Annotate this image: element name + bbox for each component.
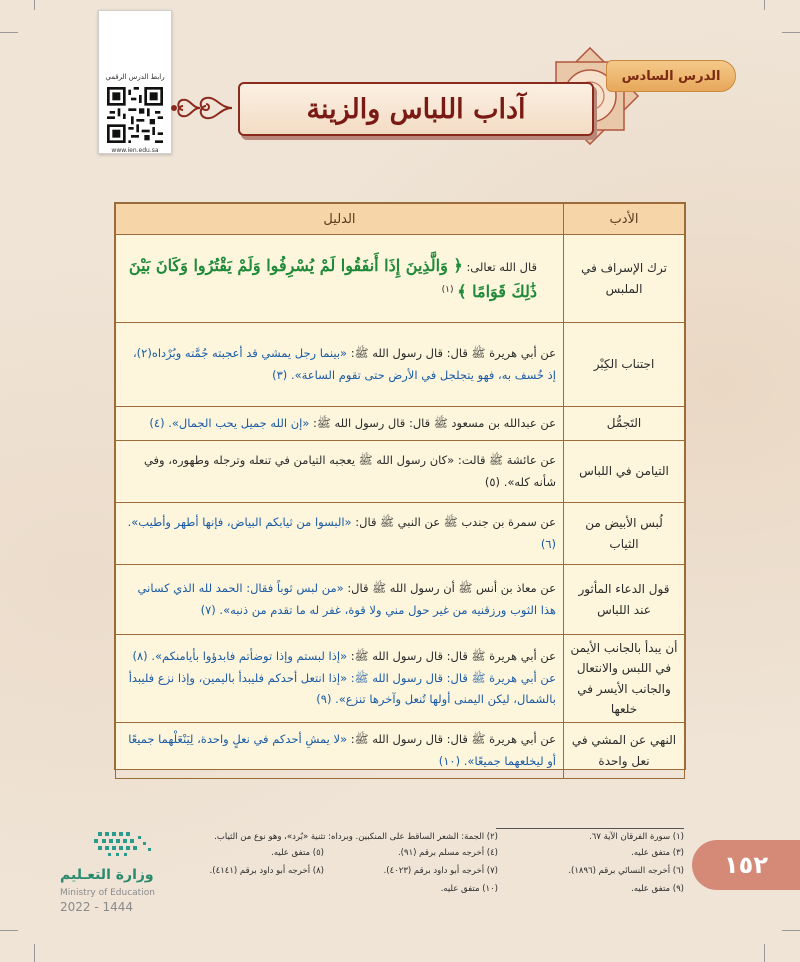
crop-mark (0, 930, 18, 931)
page-title: آداب اللباس والزينة (306, 93, 526, 125)
evidence-intro: عن أبي هريرة ﷺ قال: قال رسول الله ﷺ: (350, 345, 556, 360)
footnote: (٤) أخرجه مسلم برقم (٩١). (397, 848, 498, 858)
adab-cell: ترك الإسراف في الملبس (564, 235, 685, 323)
column-header-adab: الأدب (564, 204, 685, 235)
evidence-intro: عن عائشة ﷺ قالت: (457, 452, 556, 467)
footnote: (٩) متفق عليه. (631, 884, 684, 894)
evidence-intro: عن معاذ بن أنس ﷺ أن رسول الله ﷺ قال: (347, 580, 556, 595)
evidence-cell (116, 503, 564, 565)
table-row (116, 503, 685, 565)
hadith-text: «إن الله جميل يحب الجمال». (٤) (149, 415, 310, 430)
qr-card[interactable] (98, 10, 172, 154)
crop-mark (0, 32, 18, 33)
crop-mark (782, 32, 800, 33)
page-number: ١٥٢ (692, 840, 800, 890)
qr-label: رابط الدرس الرقمي (105, 73, 165, 81)
ministry-name-en: Ministry of Education (60, 888, 155, 898)
adab-cell: لُبس الأبيض من الثياب (564, 503, 685, 565)
adab-cell: قول الدعاء المأثور عند اللباس (564, 565, 685, 635)
evidence-cell (116, 441, 564, 503)
qr-code-icon (107, 87, 163, 143)
evidence-cell (116, 635, 564, 723)
crop-mark (34, 0, 35, 10)
footnote: (٦) أخرجه النسائي برقم (١٨٩٦). (568, 866, 684, 876)
evidence-cell (116, 723, 564, 779)
footnote: (٥) متفق عليه. (271, 848, 324, 858)
crop-mark (782, 930, 800, 931)
evidence-intro: عن سمرة بن جندب ﷺ عن النبي ﷺ قال: (355, 514, 556, 529)
evidence-intro: قال الله تعالى: (466, 259, 537, 274)
adab-cell: التَجمُّل (564, 407, 685, 441)
evidence-cell (116, 407, 564, 441)
hadith-text: «من لبس ثوباً فقال: الحمد لله الذي كساني هذا الثوب ورزقنيه من غير حول مني ولا قوة، غفر له ما تقدم من ذنبه». (٧) (137, 580, 556, 617)
adab-cell: التيامن في اللباس (564, 441, 685, 503)
evidence-cell (116, 323, 564, 407)
hadith-text: «البسوا من ثيابكم البياض، فإنها أطهر وأطيب». (٦) (127, 514, 556, 551)
qr-url[interactable]: www.ien.edu.sa (111, 147, 159, 154)
footnote: (٣) متفق عليه. (631, 848, 684, 858)
crop-mark (764, 0, 765, 10)
swirl-ornament-icon (170, 88, 236, 128)
footnote-ref: (١) (441, 284, 454, 295)
lesson-tag: الدرس السادس (606, 60, 736, 92)
footnote-divider (496, 828, 684, 829)
evidence-cell (116, 235, 564, 323)
quran-verse: ﴿ وَالَّذِينَ إِذَا أَنفَقُوا لَمْ يُسْرِفُوا وَلَمْ يَقْتُرُوا وَكَانَ بَيْنَ ذَٰلِكَ قَوَامًا ﴾ (128, 255, 537, 301)
hadith-text: «بينما رجل يمشي قد أعجبته جُمَّته وبُرْداه(٢)، إذ خُسف به، فهو يتجلجل في الأرض حتى تقوم الساعة». (٣) (132, 345, 556, 382)
title-banner (238, 82, 594, 136)
adab-cell: النهي عن المشي في نعل واحدة (564, 723, 685, 779)
column-header-evidence: الدليل (116, 204, 564, 235)
hadith-text: «لا يمشِ أحدكم في نعلٍ واحدة، لِيَنْعَلْهما جميعًا أو ليخلعهما جميعًا». (١٠) (128, 731, 556, 768)
evidence-intro: عن أبي هريرة ﷺ قال: قال رسول الله ﷺ: (350, 731, 556, 746)
ministry-year: 2022 - 1444 (60, 900, 134, 914)
table-row (116, 635, 685, 723)
adab-cell: اجتناب الكِبْر (564, 323, 685, 407)
footnote: (٧) أخرجه أبو داود برقم (٤٠٢٣). (383, 866, 498, 876)
ministry-logo-icon (78, 826, 178, 870)
footnote: (٢) الجمة: الشعر الساقط على المنكبين. وبرداه: تثنية «بُرد»، وهو نوع من الثياب. (214, 832, 498, 842)
evidence-cell (116, 565, 564, 635)
crop-mark (34, 944, 35, 962)
table-row (116, 407, 685, 441)
etiquette-table (114, 202, 686, 770)
hadith-text: «كان رسول الله ﷺ يعجبه التيامن في تنعله وترجله وطهوره، وفي شأنه كله». (٥) (143, 452, 556, 489)
table-row (116, 723, 685, 779)
table-row (116, 565, 685, 635)
table-row (116, 235, 685, 323)
crop-mark (764, 944, 765, 962)
footnote: (١) سورة الفرقان الآية ٦٧. (589, 832, 684, 842)
footnote: (١٠) متفق عليه. (440, 884, 498, 894)
table-row (116, 323, 685, 407)
footnote: (٨) أخرجه أبو داود برقم (٤١٤١). (209, 866, 324, 876)
hadith-text: «إذا لبستم وإذا توضأتم فابدؤوا بأيامنكم». (٨) عن أبي هريرة ﷺ قال: قال رسول الله ﷺ: «إذا انتعل أحدكم فليبدأ باليمين، وإذا نزع فليبدأ بالشمال، ليكن اليمنى أولها تُنعل وآخرها تنزع». (٩) (128, 648, 556, 707)
table-header-row (116, 204, 685, 235)
evidence-intro: عن أبي هريرة ﷺ قال: قال رسول الله ﷺ: (350, 648, 556, 663)
evidence-intro: عن عبدالله بن مسعود ﷺ قال: قال رسول الله ﷺ: (313, 415, 556, 430)
adab-cell: أن يبدأ بالجانب الأيمن في اللبس والانتعال والجانب الأيسر في خلعها (564, 635, 685, 723)
table-row (116, 441, 685, 503)
ministry-name-ar: وزارة التعـليم (60, 867, 154, 883)
